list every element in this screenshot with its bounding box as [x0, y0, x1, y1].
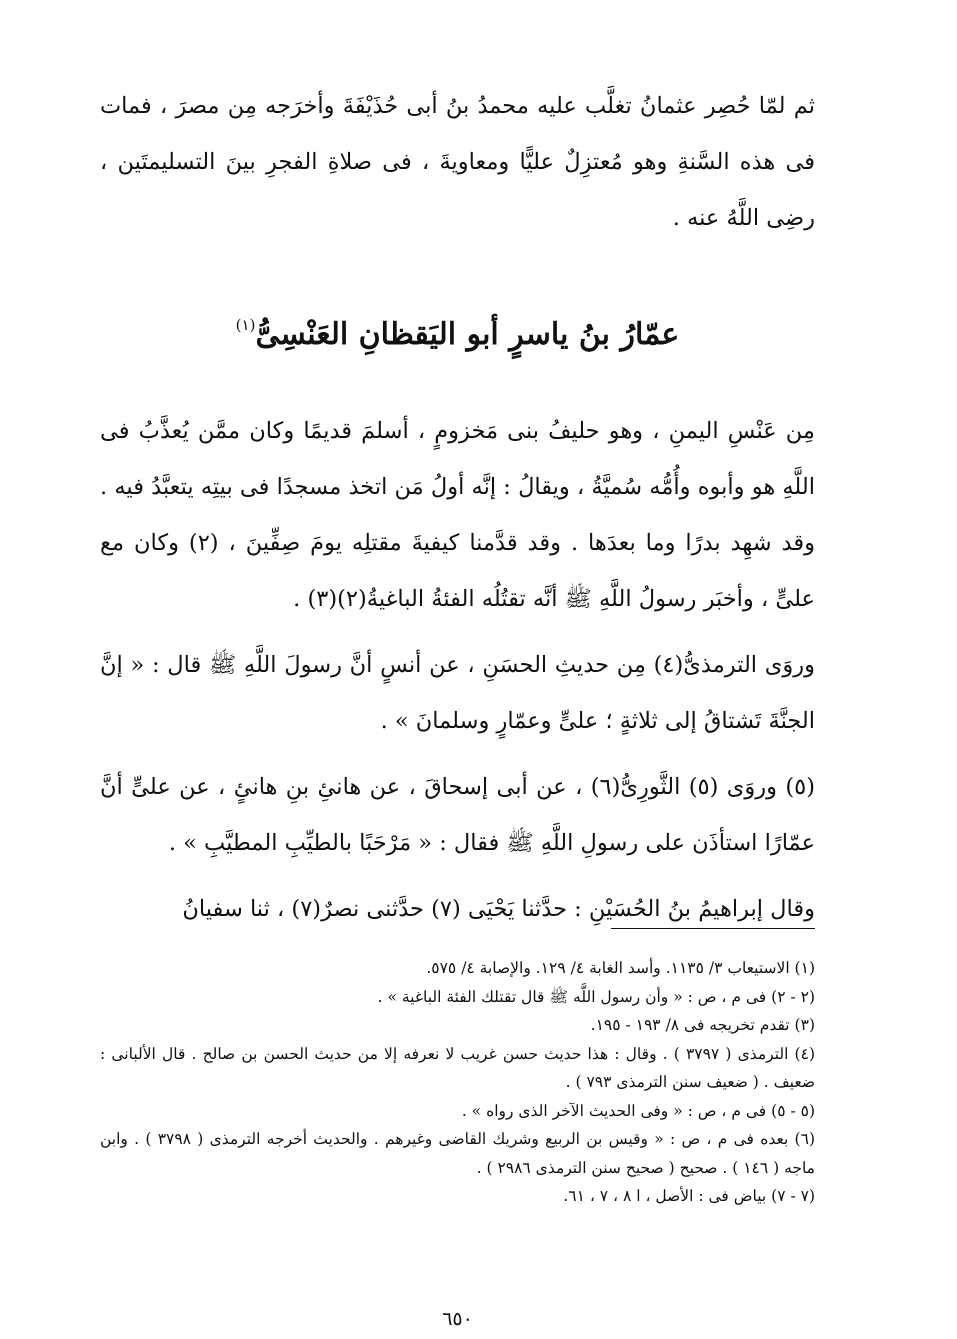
paragraph: مِن عَنْسِ اليمنِ ، وهو حليفُ بنى مَخزومٍ ، أسلمَ قديمًا وكان ممَّن يُعذَّبُ فى اللَّهِ هو وأبوه وأُمُّه سُميَّةُ ، ويقالُ : إنَّه أولُ مَن اتخذ مسجدًا فى بيتِه يتعبَّدُ فيه . وقد شهِد بدرًا وما بعدَها . وقد قدَّمنا كيفيةَ مقتلِه يومَ صِفِّينَ ، (٢) وكان مع علىٍّ ، وأخبَر رسولُ اللَّهِ ﷺ أنَّه تقتُلُه الفئةُ الباغيةُ(٢)(٣) .	[100, 418, 815, 612]
paragraph: (٥) وروَى (٥) الثَّورِىُّ(٦) ، عن أبى إسحاقَ ، عن هانئِ بنِ هانئٍ ، عن علىٍّ أنَّ عمّارًا استأذَن على رسولِ اللَّهِ ﷺ فقال : « مَرْحَبًا بالطيِّبِ المطيَّبِ » .	[100, 774, 815, 856]
footnote-separator	[611, 928, 815, 929]
paragraph: وقال إبراهيمُ بنُ الحُسَيْنِ : حدَّثنا يَحْيَى (٧) حدَّثنى نصرٌ(٧) ، ثنا سفيانُ	[182, 896, 815, 922]
intro-paragraph: ثم لمّا حُصِر عثمانُ تغلَّب عليه محمدُ بنُ أبى حُذَيْفَةَ وأخرَجه مِن مصرَ ، فمات فى هذه السَّنةِ وهو مُعتزِلٌ عليًّا ومعاويةَ ، فى صلاةِ الفجرِ بينَ التسليمتَين ، رضِى اللَّهُ عنه .	[100, 93, 815, 231]
book-page	[100, 70, 815, 1330]
page-number: ٦٥٠	[442, 1308, 473, 1330]
footnotes-list	[100, 954, 815, 1211]
footnote: (٤) الترمذى ( ٣٧٩٧ ) . وقال : هذا حديث حسن غريب لا نعرفه إلا من حديث الحسن بن صالح . قال الألبانى : ضعيف . ( ضعيف سنن الترمذى ٧٩٣ ) .	[100, 1044, 815, 1091]
footnote: (٦) بعده فى م ، ص : « وقيس بن الربيع وشريك القاضى وغيرهم . والحديث أخرجه الترمذى ( ٣٧٩٨ ) . وابن ماجه ( ١٤٦ ) . صحيح ( صحيح سنن الترمذى ٢٩٨٦ ) .	[100, 1130, 815, 1177]
heading-footnote-ref: (١)	[235, 316, 256, 334]
footnote: (٥ - ٥) فى م ، ص : « وفى الحديث الآخر الذى رواه » .	[461, 1101, 815, 1120]
footnote: (٧ - ٧) بياض فى : الأصل ، ا ٨ ، ٧ ، ٦١.	[563, 1187, 815, 1205]
body-text	[100, 403, 815, 947]
heading-title: عمّارُ بنُ ياسرٍ أبو اليَقظانِ العَنْسِىُّ	[255, 317, 680, 352]
footnote: (٢ - ٢) فى م ، ص : « وأن رسول اللَّه ﷺ قال تقتلك الفئة الباغية » .	[377, 987, 815, 1006]
footnote: (١) الاستيعاب ٣/ ١١٣٥. وأسد الغابة ٤/ ١٢٩. والإصابة ٤/ ٥٧٥.	[426, 959, 815, 977]
paragraph: وروَى الترمذىُّ(٤) مِن حديثِ الحسَنِ ، عن أنسٍ أنَّ رسولَ اللَّهِ ﷺ قال : « إنَّ الجنَّةَ تَشتاقُ إلى ثلاثةٍ ؛ علىٍّ وعمّارٍ وسلمانَ » .	[100, 652, 815, 734]
section-heading	[100, 300, 815, 360]
footnote: (٣) تقدم تخريجه فى ٨/ ١٩٣ - ١٩٥.	[590, 1016, 815, 1034]
